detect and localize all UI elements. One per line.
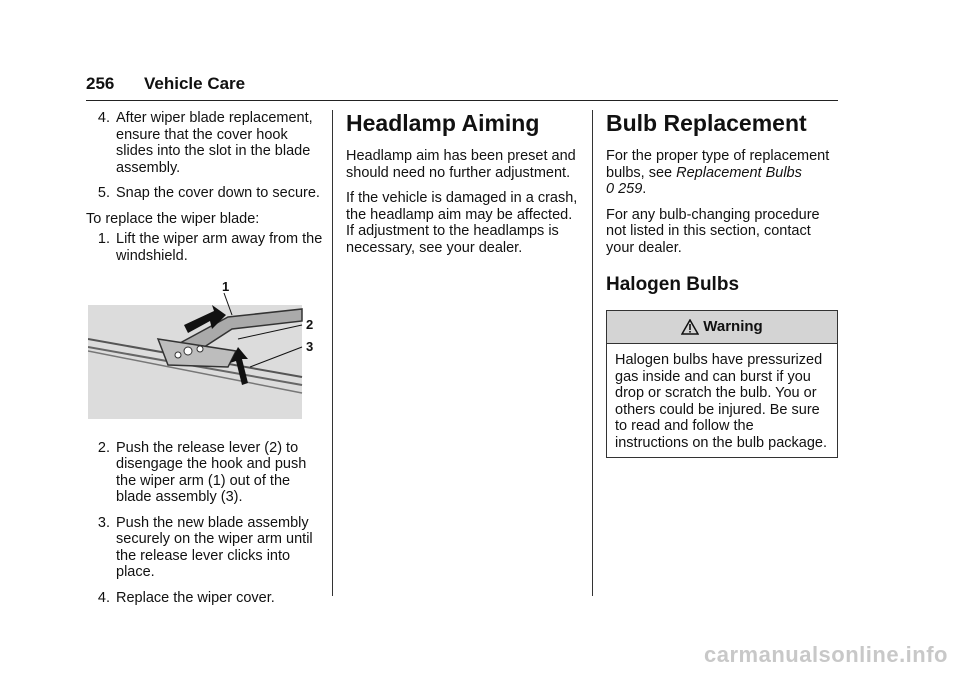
warning-icon: [681, 319, 699, 335]
column-wiper: [86, 110, 326, 615]
column-divider: [592, 110, 593, 596]
halogen-heading: Halogen Bulbs: [606, 274, 740, 295]
warning-box: [606, 310, 838, 458]
section-title: Vehicle Care: [144, 74, 246, 93]
warning-label: Warning: [703, 317, 763, 335]
column-divider: [332, 110, 333, 596]
column-bulbs: [606, 110, 838, 458]
callout-3: 3: [306, 339, 314, 354]
list-item: 1. Lift the wiper arm away from the windshield.: [97, 231, 323, 264]
list-item: 5. Snap the cover down to secure.: [97, 185, 320, 201]
list-item: 3. Push the new blade assembly securely on the wiper arm until the release lever clicks into place.: [97, 514, 313, 580]
callout-1: 1: [222, 281, 230, 294]
column-headlamp: [346, 110, 581, 265]
list-item: 4. After wiper blade replacement, ensure that the cover hook slides into the slot in the blade assembly.: [97, 110, 313, 176]
watermark: carmanualsonline.info: [704, 642, 948, 667]
list-item: 2. Push the release lever (2) to disengage the hook and push the wiper arm (1) out of the blade assembly (3).: [97, 439, 307, 505]
bulb-heading: Bulb Replacement: [606, 110, 807, 136]
bulb-paragraph: For the proper type of replacement bulbs, see Replacement Bulbs 0 259.: [606, 148, 830, 197]
callout-2: 2: [306, 317, 314, 332]
replacement-bulbs-link[interactable]: Replacement Bulbs: [676, 164, 802, 181]
page-reference[interactable]: 0 259: [606, 181, 643, 197]
page-header: [86, 72, 838, 101]
list-item: 4. Replace the wiper cover.: [97, 589, 275, 606]
headlamp-paragraph: If the vehicle is damaged in a crash, the headlamp aim may be affected. If adjustment to the headlamps is necessary, see your dealer.: [346, 190, 578, 256]
warning-header: [607, 311, 837, 344]
page-number: 256: [86, 74, 115, 93]
headlamp-heading: Headlamp Aiming: [346, 110, 540, 136]
bulb-paragraph: For any bulb-changing procedure not listed in this section, contact your dealer.: [606, 206, 820, 256]
intro-text: To replace the wiper blade:: [86, 210, 260, 227]
warning-text: Halogen bulbs have pressurized gas inside and can burst if you drop or scratch the bulb. You or others could be injured. Be sure to read and follow the instructions on the bulb package.: [615, 352, 827, 451]
headlamp-paragraph: Headlamp aim has been preset and should need no further adjustment.: [346, 148, 576, 181]
wiper-illustration: [88, 281, 320, 421]
